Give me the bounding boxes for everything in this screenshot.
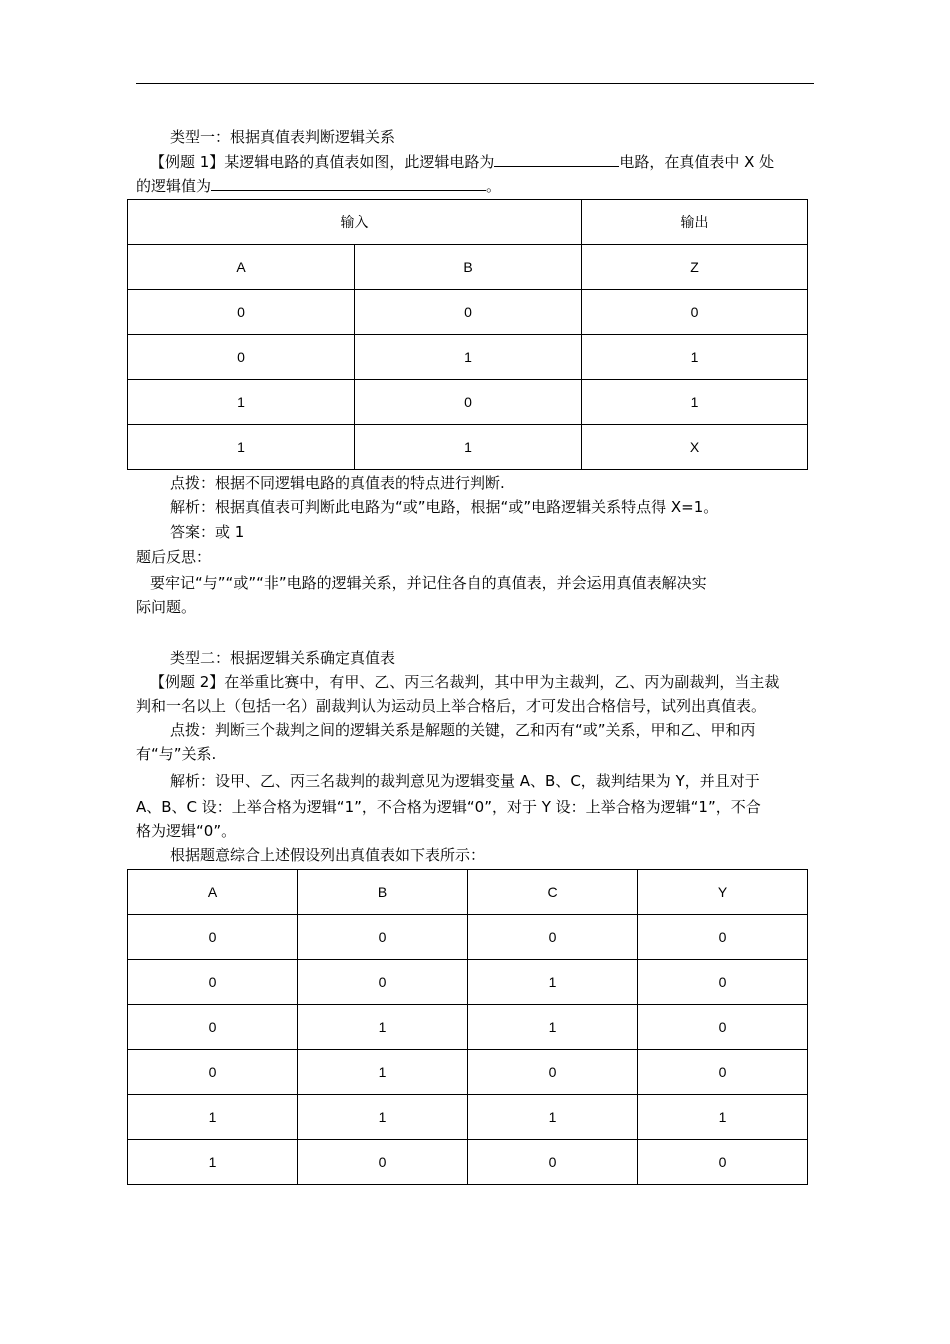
cell: 1 [638,1095,808,1140]
table-column-row [128,245,808,290]
cell: 0 [468,1140,638,1185]
example1-answer: 答案：或 1 [170,523,245,541]
answer-blank-1[interactable] [494,151,619,167]
example2-analysis-line3: 格为逻辑“0”。 [136,822,237,840]
cell: X [582,425,808,470]
example1-text-c: 的逻辑值为 [136,177,212,195]
example1-text-d: 。 [486,177,502,195]
table-column-row [128,870,808,915]
example2-analysis-line2: A、B、C 设：上举合格为逻辑“1”，不合格为逻辑“0”，对于 Y 设：上举合格为逻辑“1”，不合 [136,798,761,816]
table-row [128,290,808,335]
cell: 0 [128,1050,298,1095]
col-a: A [128,870,298,915]
cell: 0 [128,960,298,1005]
cell: 1 [355,335,582,380]
cell: 0 [638,1050,808,1095]
cell: 1 [128,1095,298,1140]
cell: 1 [128,425,355,470]
cell: 0 [355,380,582,425]
table-row [128,1140,808,1185]
cell: 1 [468,960,638,1005]
col-b: B [355,245,582,290]
col-a: A [128,245,355,290]
col-y: Y [638,870,808,915]
example2-hint-line2: 有“与”关系. [136,745,217,763]
type1-title: 类型一：根据真值表判断逻辑关系 [170,128,396,146]
reflection-line1: 要牢记“与”“或”“非”电路的逻辑关系，并记住各自的真值表，并会运用真值表解决实 [150,574,707,592]
table-row [128,915,808,960]
cell: 0 [582,290,808,335]
cell: 1 [468,1095,638,1140]
reflection-line2: 际问题。 [136,598,197,616]
truth-table-2 [127,869,808,1185]
table-row [128,425,808,470]
cell: 0 [638,915,808,960]
cell: 1 [298,1095,468,1140]
cell: 0 [638,1005,808,1050]
cell: 0 [298,915,468,960]
cell: 1 [128,380,355,425]
cell: 1 [468,1005,638,1050]
cell: 1 [582,380,808,425]
example1-analysis: 解析：根据真值表可判断此电路为“或”电路，根据“或”电路逻辑关系特点得 X=1。 [170,498,719,516]
cell: 0 [355,290,582,335]
cell: 0 [468,915,638,960]
cell: 0 [128,915,298,960]
table-row [128,960,808,1005]
header-rule [136,83,814,84]
example1-question-line1 [150,151,816,172]
example1-text-b: 电路，在真值表中 X 处 [619,153,775,171]
cell: 0 [128,335,355,380]
output-header: 输出 [582,200,808,245]
table-row [128,1095,808,1140]
col-c: C [468,870,638,915]
cell: 0 [298,1140,468,1185]
table-row [128,335,808,380]
table-row [128,1050,808,1095]
answer-blank-2[interactable] [211,175,486,191]
reflection-title: 题后反思： [136,548,212,566]
type2-title: 类型二：根据逻辑关系确定真值表 [170,649,396,667]
cell: 0 [638,1140,808,1185]
example2-lead: 根据题意综合上述假设列出真值表如下表所示： [170,846,486,864]
cell: 0 [638,960,808,1005]
table-row [128,1005,808,1050]
truth-table-1 [127,199,808,470]
col-z: Z [582,245,808,290]
cell: 1 [298,1005,468,1050]
cell: 1 [355,425,582,470]
cell: 0 [298,960,468,1005]
cell: 0 [128,1005,298,1050]
example2-question-line2: 判和一名以上（包括一名）副裁判认为运动员上举合格后，才可发出合格信号，试列出真值表。 [136,697,767,715]
cell: 1 [128,1140,298,1185]
cell: 0 [128,290,355,335]
example1-hint: 点拨：根据不同逻辑电路的真值表的特点进行判断. [170,474,505,492]
example1-text-a: 【例题 1】某逻辑电路的真值表如图，此逻辑电路为 [150,153,495,171]
example2-hint-line1: 点拨：判断三个裁判之间的逻辑关系是解题的关键，乙和丙有“或”关系，甲和乙、甲和丙 [170,721,756,739]
cell: 1 [582,335,808,380]
cell: 1 [298,1050,468,1095]
col-b: B [298,870,468,915]
table-header-row [128,200,808,245]
example2-question-line1: 【例题 2】在举重比赛中，有甲、乙、丙三名裁判，其中甲为主裁判，乙、丙为副裁判，当主裁 [150,673,780,691]
input-header: 输入 [128,200,582,245]
table-row [128,380,808,425]
cell: 0 [468,1050,638,1095]
example1-question-line2 [136,175,816,196]
example2-analysis-line1: 解析：设甲、乙、丙三名裁判的裁判意见为逻辑变量 A、B、C，裁判结果为 Y，并且对于 [170,772,760,790]
